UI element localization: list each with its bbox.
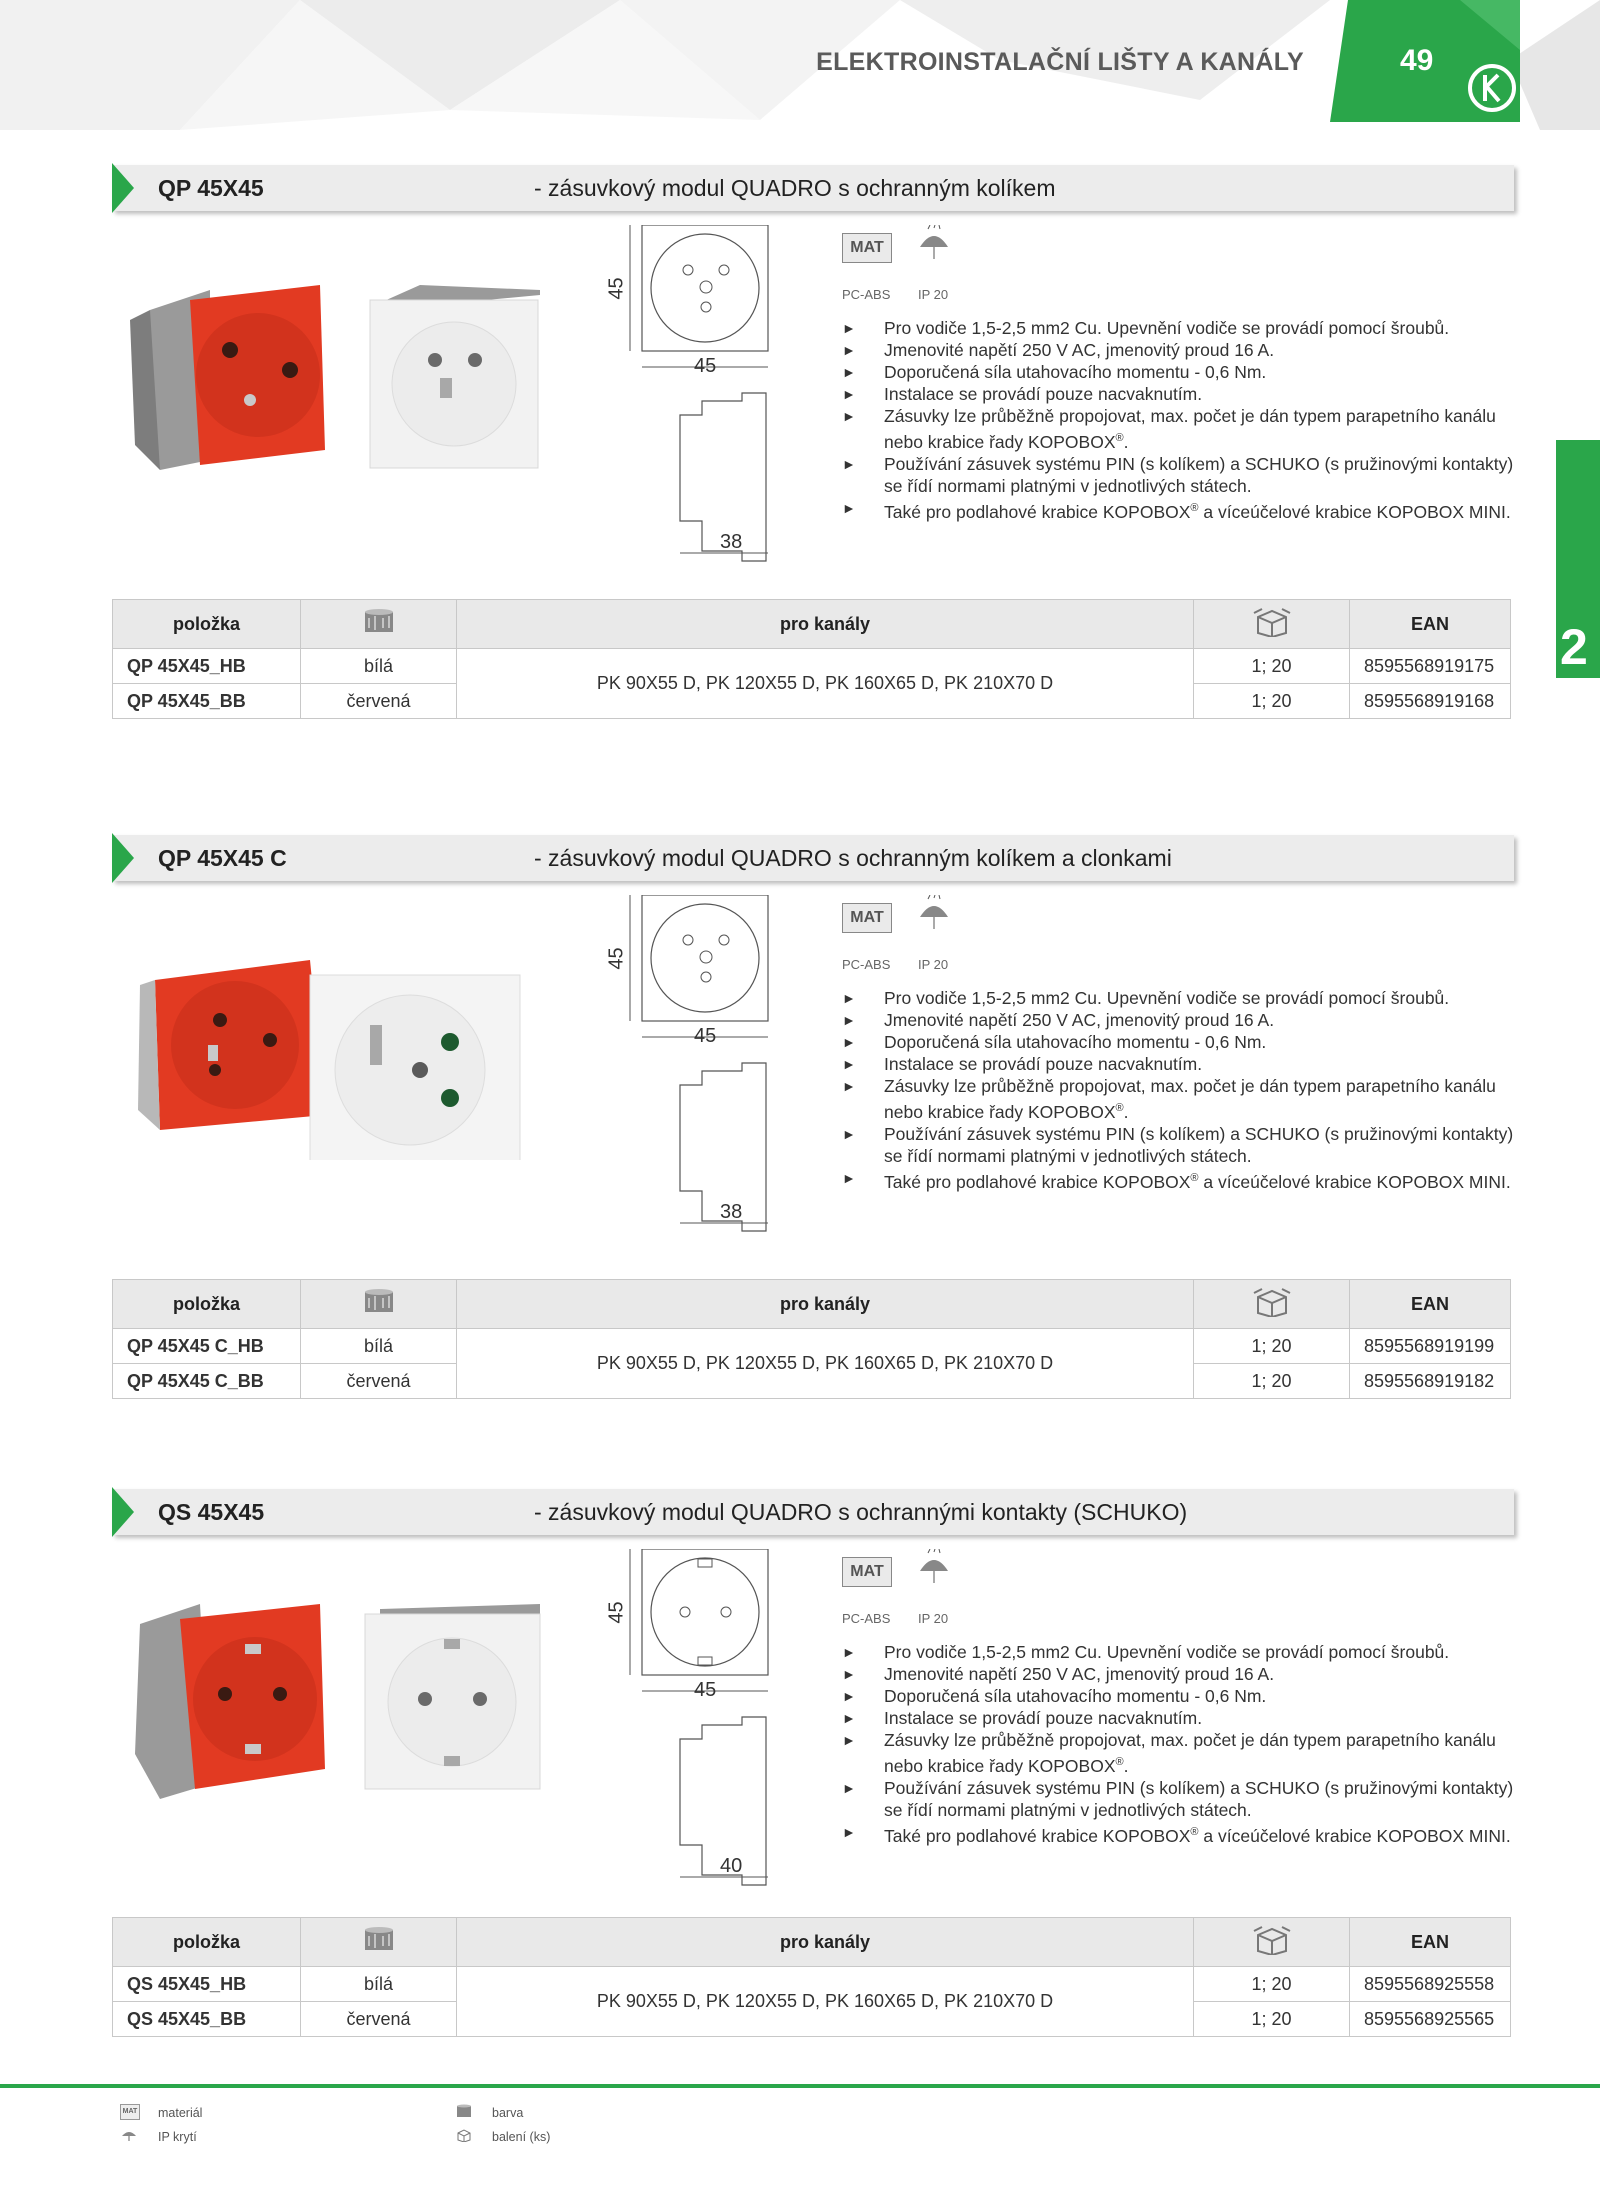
column-header-ean: EAN: [1350, 600, 1511, 649]
cell-channels: PK 90X55 D, PK 120X55 D, PK 160X65 D, PK 210X70 D: [457, 1967, 1194, 2037]
material-icon: MAT: [842, 1557, 892, 1587]
feature-item: ► Doporučená síla utahovacího momentu - 0,6 Nm.: [842, 1686, 1267, 1706]
cell-pack: 1; 20: [1194, 1329, 1350, 1364]
feature-item: ► Také pro podlahové krabice KOPOBOX® a víceúčelové krabice KOPOBOX MINI.: [842, 1823, 1511, 1846]
product-section: [0, 835, 1600, 1435]
material-value: PC-ABS: [842, 1611, 891, 1626]
column-header-channels: pro kanály: [457, 1280, 1194, 1329]
cell-pack: 1; 20: [1194, 684, 1350, 719]
cell-pack: 1; 20: [1194, 1364, 1350, 1399]
feature-item: ► Zásuvky lze průběžně propojovat, max. počet je dán typem parapetního kanálu nebo krabice řady KOPOBOX®.: [842, 1076, 1496, 1122]
legend-pack-icon: [455, 2128, 473, 2142]
cell-color: červená: [301, 1364, 457, 1399]
dimension-width: 45: [694, 1679, 717, 1701]
column-header-channels: pro kanály: [457, 1918, 1194, 1967]
dimension-drawing: [590, 895, 800, 1235]
ip-rating-icon: [916, 895, 952, 935]
section-arrow-icon: [112, 833, 134, 883]
material-value: PC-ABS: [842, 957, 891, 972]
legend-color-label: barva: [492, 2106, 524, 2120]
color-column-icon: [301, 600, 457, 649]
feature-item: ► Jmenovité napětí 250 V AC, jmenovitý proud 16 A.: [842, 1010, 1275, 1030]
cell-code: QS 45X45_BB: [113, 2002, 301, 2037]
legend-material-icon: MAT: [120, 2104, 140, 2120]
table-row: [113, 1329, 1511, 1364]
box-icon: [1252, 1925, 1292, 1955]
table-header-row: [113, 1918, 1511, 1967]
cell-color: bílá: [301, 1329, 457, 1364]
dimension-height: 45: [605, 1601, 628, 1624]
dimension-depth: 40: [720, 1855, 743, 1877]
product-table: [112, 1917, 1511, 2037]
pack-column-icon: [1194, 1280, 1350, 1329]
column-header-item: položka: [113, 1918, 301, 1967]
dimension-drawing: [590, 1549, 800, 1889]
cell-code: QP 45X45_BB: [113, 684, 301, 719]
page-number: 49: [1400, 44, 1434, 77]
product-photo: [120, 930, 560, 1160]
section-code: QP 45X45: [158, 175, 264, 201]
box-icon: [1252, 607, 1292, 637]
feature-list: [842, 987, 1522, 1193]
pack-column-icon: [1194, 1918, 1350, 1967]
feature-item: ► Pro vodiče 1,5-2,5 mm2 Cu. Upevnění vodiče se provádí pomocí šroubů.: [842, 988, 1450, 1008]
feature-item: ► Doporučená síla utahovacího momentu - 0,6 Nm.: [842, 362, 1267, 382]
cell-ean: 8595568919182: [1350, 1364, 1511, 1399]
ip-value: IP 20: [918, 287, 949, 302]
product-photo: [120, 260, 560, 490]
chapter-number: 2: [1560, 619, 1588, 675]
product-table: [112, 1279, 1511, 1399]
material-icon: MAT: [842, 233, 892, 263]
header-title: ELEKTROINSTALAČNÍ LIŠTY A KANÁLY: [816, 48, 1304, 76]
product-section: [0, 1489, 1600, 2089]
legend-material-label: materiál: [158, 2106, 203, 2120]
column-header-item: položka: [113, 600, 301, 649]
section-code: QS 45X45: [158, 1499, 265, 1525]
cell-ean: 8595568919199: [1350, 1329, 1511, 1364]
column-header-ean: EAN: [1350, 1280, 1511, 1329]
feature-item: ► Také pro podlahové krabice KOPOBOX® a víceúčelové krabice KOPOBOX MINI.: [842, 499, 1511, 522]
cell-ean: 8595568919175: [1350, 649, 1511, 684]
feature-item: ► Jmenovité napětí 250 V AC, jmenovitý proud 16 A.: [842, 340, 1275, 360]
cell-pack: 1; 20: [1194, 649, 1350, 684]
dimension-height: 45: [605, 277, 628, 300]
cell-color: bílá: [301, 1967, 457, 2002]
feature-item: ► Také pro podlahové krabice KOPOBOX® a víceúčelové krabice KOPOBOX MINI.: [842, 1169, 1511, 1192]
feature-item: ► Používání zásuvek systému PIN (s kolíkem) a SCHUKO (s pružinovými kontakty) se řídí normami platnými v jednotlivých státech.: [842, 1777, 1514, 1820]
dimension-drawing-lines: [590, 895, 800, 1235]
feature-item: ► Pro vodiče 1,5-2,5 mm2 Cu. Upevnění vodiče se provádí pomocí šroubů.: [842, 318, 1450, 338]
ip-value: IP 20: [918, 957, 949, 972]
cell-ean: 8595568925558: [1350, 1967, 1511, 2002]
feature-item: ► Zásuvky lze průběžně propojovat, max. počet je dán typem parapetního kanálu nebo krabice řady KOPOBOX®.: [842, 1730, 1496, 1776]
color-column-icon: [301, 1918, 457, 1967]
section-code: QP 45X45 C: [158, 845, 287, 871]
ip-value: IP 20: [918, 1611, 949, 1626]
feature-item: ► Používání zásuvek systému PIN (s kolíkem) a SCHUKO (s pružinovými kontakty) se řídí normami platnými v jednotlivých státech.: [842, 1123, 1514, 1166]
table-row: [113, 649, 1511, 684]
table-header-row: [113, 600, 1511, 649]
table-header-row: [113, 1280, 1511, 1329]
dimension-depth: 38: [720, 1201, 743, 1223]
column-header-channels: pro kanály: [457, 600, 1194, 649]
paint-bucket-icon: [361, 1288, 397, 1316]
table-row: [113, 1967, 1511, 2002]
dimension-drawing-lines: [590, 225, 800, 565]
footer-divider: [0, 2084, 1600, 2088]
product-photo: [120, 1584, 560, 1814]
feature-item: ► Jmenovité napětí 250 V AC, jmenovitý proud 16 A.: [842, 1664, 1275, 1684]
feature-item: ► Doporučená síla utahovacího momentu - 0,6 Nm.: [842, 1032, 1267, 1052]
dimension-drawing-lines: [590, 1549, 800, 1889]
dimension-height: 45: [605, 947, 628, 970]
kopos-logo-icon: [1466, 62, 1518, 114]
paint-bucket-icon: [361, 608, 397, 636]
feature-list: [842, 1641, 1522, 1847]
section-arrow-icon: [112, 1487, 134, 1537]
feature-item: ► Používání zásuvek systému PIN (s kolíkem) a SCHUKO (s pružinovými kontakty) se řídí normami platnými v jednotlivých státech.: [842, 453, 1514, 496]
feature-item: ► Pro vodiče 1,5-2,5 mm2 Cu. Upevnění vodiče se provádí pomocí šroubů.: [842, 1642, 1450, 1662]
cell-color: bílá: [301, 649, 457, 684]
dimension-drawing: [590, 225, 800, 565]
cell-channels: PK 90X55 D, PK 120X55 D, PK 160X65 D, PK 210X70 D: [457, 1329, 1194, 1399]
paint-bucket-icon: [361, 1926, 397, 1954]
cell-code: QP 45X45 C_HB: [113, 1329, 301, 1364]
cell-pack: 1; 20: [1194, 1967, 1350, 2002]
legend-ip-label: IP krytí: [158, 2130, 197, 2144]
section-description: - zásuvkový modul QUADRO s ochranným kolíkem a clonkami: [534, 845, 1172, 871]
color-column-icon: [301, 1280, 457, 1329]
column-header-item: položka: [113, 1280, 301, 1329]
cell-color: červená: [301, 2002, 457, 2037]
cell-code: QP 45X45_HB: [113, 649, 301, 684]
ip-rating-icon: [916, 1549, 952, 1589]
section-description: - zásuvkový modul QUADRO s ochranným kolíkem: [534, 175, 1056, 201]
feature-item: ► Zásuvky lze průběžně propojovat, max. počet je dán typem parapetního kanálu nebo krabice řady KOPOBOX®.: [842, 406, 1496, 452]
legend-ip-icon: [120, 2128, 138, 2142]
dimension-width: 45: [694, 1025, 717, 1047]
cell-ean: 8595568919168: [1350, 684, 1511, 719]
cell-code: QP 45X45 C_BB: [113, 1364, 301, 1399]
cell-channels: PK 90X55 D, PK 120X55 D, PK 160X65 D, PK 210X70 D: [457, 649, 1194, 719]
ip-rating-icon: [916, 225, 952, 265]
feature-item: ► Instalace se provádí pouze nacvaknutím.: [842, 1054, 1203, 1074]
section-arrow-icon: [112, 163, 134, 213]
cell-ean: 8595568925565: [1350, 2002, 1511, 2037]
feature-item: ► Instalace se provádí pouze nacvaknutím.: [842, 384, 1203, 404]
box-icon: [1252, 1287, 1292, 1317]
feature-item: ► Instalace se provádí pouze nacvaknutím.: [842, 1708, 1203, 1728]
cell-pack: 1; 20: [1194, 2002, 1350, 2037]
legend-pack-label: balení (ks): [492, 2130, 551, 2144]
legend-color-icon: [455, 2104, 473, 2118]
dimension-depth: 38: [720, 531, 743, 553]
dimension-width: 45: [694, 355, 717, 377]
cell-color: červená: [301, 684, 457, 719]
material-value: PC-ABS: [842, 287, 891, 302]
product-table: [112, 599, 1511, 719]
section-description: - zásuvkový modul QUADRO s ochrannými kontakty (SCHUKO): [534, 1499, 1188, 1525]
product-section: [0, 165, 1600, 765]
pack-column-icon: [1194, 600, 1350, 649]
column-header-ean: EAN: [1350, 1918, 1511, 1967]
cell-code: QS 45X45_HB: [113, 1967, 301, 2002]
feature-list: [842, 317, 1522, 523]
material-icon: MAT: [842, 903, 892, 933]
